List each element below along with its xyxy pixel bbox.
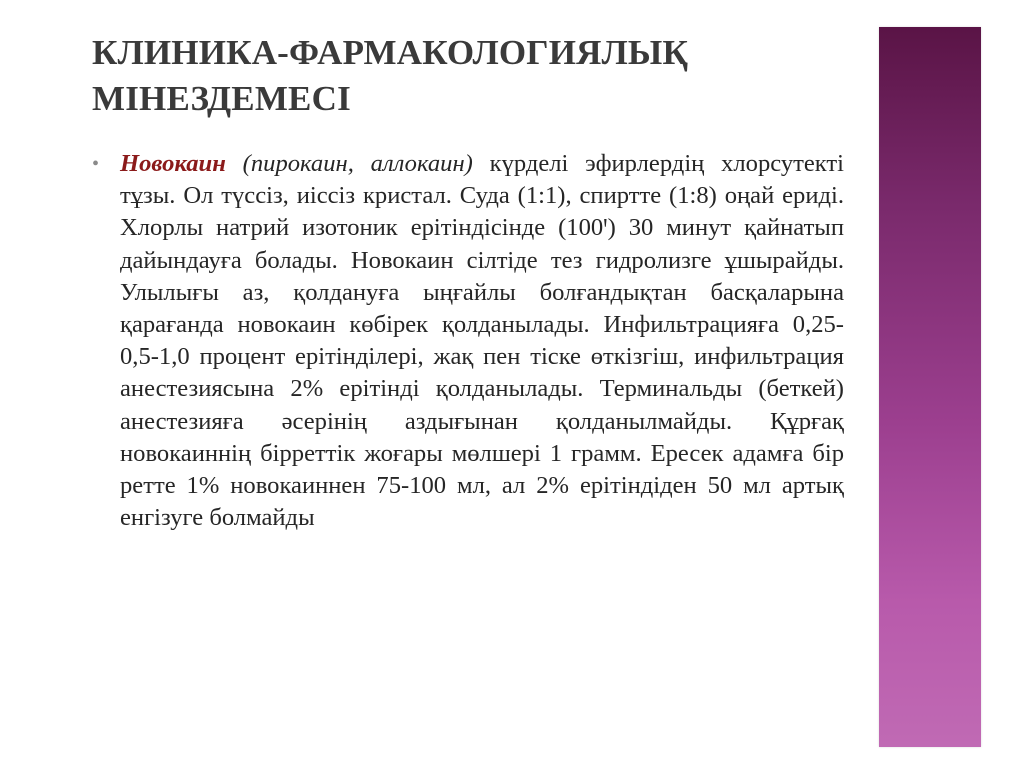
bullet-item [92, 148, 844, 534]
bullet-icon: • [92, 153, 100, 175]
slide-title-line-2: МІНЕЗДЕМЕСІ [92, 79, 351, 118]
slide-body [92, 148, 844, 534]
drug-synonyms: (пирокаин, аллокаин) [242, 150, 473, 177]
paragraph-text: күрделі эфирлердің хлорсутекті тұзы. Ол түссіз, иіссіз кристал. Суда (1:1), спиртте (1:8) оңай ериді. Хлорлы натрий изотоник ерітіндісінде (100ꞌ) 30 минут қайнатып дайындауға болады. Новокаин сілтіде тез гидролизге ұшырайды. Улылығы аз, қолдануға ыңғайлы болғандықтан басқаларына қарағанда новокаин көбірек қолданылады. Инфильтрацияға 0,25-0,5-1,0 процент ерітінділері, жақ пен тіске өткізгіш, инфильтрация анестезиясына 2% ерітінді қолданылады. Терминальды (беткей) анестезияға әсерінің аздығынан қолданылмайды. Құрғақ новокаиннің бірреттік жоғары мөлшері 1 грамм. Ересек адамға бір ретте 1% новокаиннен 75-100 мл, ал 2% ерітіндіден 50 мл артық енгізуге болмайды [120, 150, 844, 532]
drug-name: Новокаин [120, 150, 226, 177]
decorative-side-bar [879, 27, 981, 747]
slide-title-line-1: КЛИНИКА-ФАРМАКОЛОГИЯЛЫҚ [92, 33, 689, 72]
slide-title [92, 30, 852, 122]
